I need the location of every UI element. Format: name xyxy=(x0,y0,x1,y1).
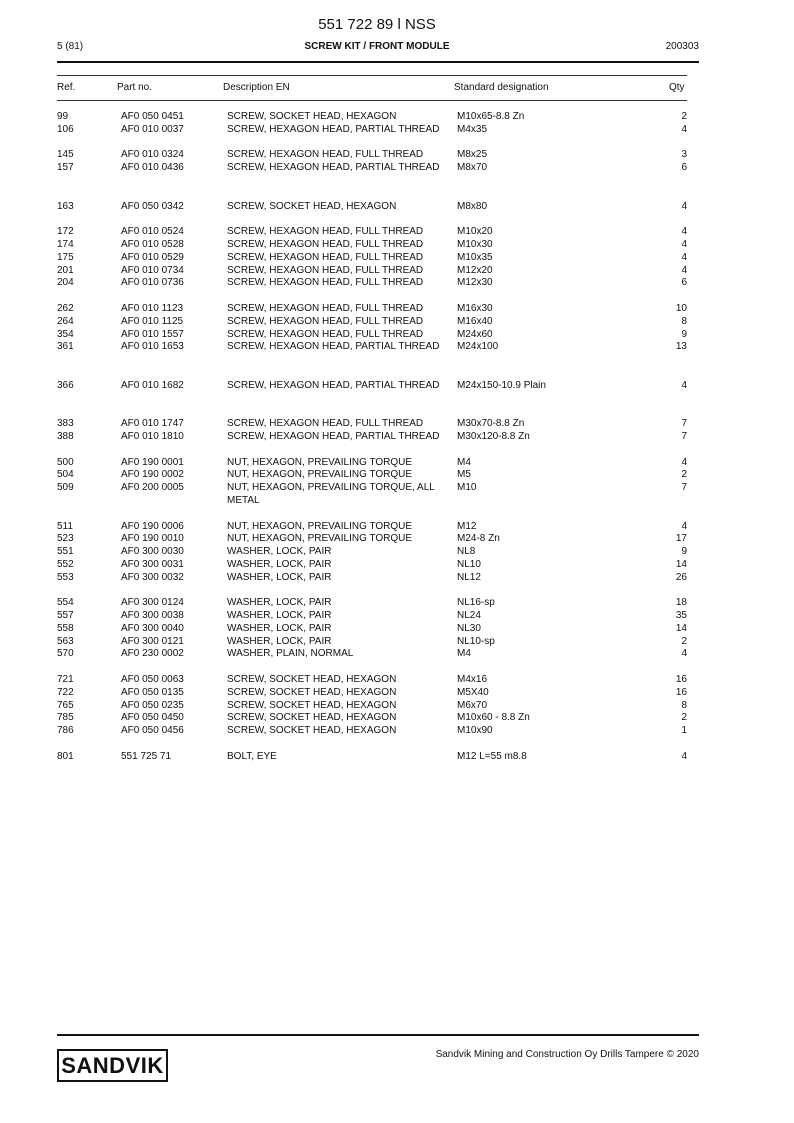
standard-designation-cell: M30x120-8.8 Zn xyxy=(457,430,530,442)
description-cell: SCREW, HEXAGON HEAD, PARTIAL THREAD xyxy=(227,341,440,353)
quantity-cell: 18 xyxy=(675,597,687,609)
ref-cell: 557 xyxy=(57,610,74,622)
table-row xyxy=(57,201,697,214)
table-row xyxy=(57,162,697,188)
ref-cell: 388 xyxy=(57,430,74,442)
description-cell: WASHER, PLAIN, NORMAL xyxy=(227,648,354,660)
ref-cell: 785 xyxy=(57,712,74,724)
part-number-cell: AF0 200 0005 xyxy=(121,482,184,494)
ref-cell: 504 xyxy=(57,469,74,481)
description-cell: SCREW, HEXAGON HEAD, PARTIAL THREAD xyxy=(227,162,440,174)
quantity-cell: 1 xyxy=(681,725,687,737)
ref-cell: 262 xyxy=(57,302,74,314)
quantity-cell: 16 xyxy=(675,686,687,698)
table-top-rule xyxy=(57,75,687,76)
ref-cell: 383 xyxy=(57,418,74,430)
ref-cell: 554 xyxy=(57,597,74,609)
description-cell: SCREW, HEXAGON HEAD, PARTIAL THREAD xyxy=(227,430,440,442)
standard-designation-cell: NL24 xyxy=(457,610,481,622)
part-number-cell: AF0 010 0324 xyxy=(121,149,184,161)
table-row xyxy=(57,572,697,585)
ref-cell: 765 xyxy=(57,699,74,711)
table-row xyxy=(57,277,697,290)
description-cell: SCREW, HEXAGON HEAD, FULL THREAD xyxy=(227,315,424,327)
ref-cell: 563 xyxy=(57,635,74,647)
quantity-cell: 7 xyxy=(681,430,687,442)
standard-designation-cell: M12 L=55 m8.8 xyxy=(457,750,527,762)
standard-designation-cell: NL12 xyxy=(457,571,481,583)
part-number-cell: AF0 010 0528 xyxy=(121,238,184,250)
ref-cell: 509 xyxy=(57,482,74,494)
ref-cell: 175 xyxy=(57,251,74,263)
description-cell: WASHER, LOCK, PAIR xyxy=(227,622,332,634)
table-row xyxy=(57,149,697,162)
table-row xyxy=(57,700,697,713)
standard-designation-cell: NL8 xyxy=(457,546,476,558)
standard-designation-cell: NL30 xyxy=(457,622,481,634)
description-cell: SCREW, SOCKET HEAD, HEXAGON xyxy=(227,674,397,686)
table-header-rule xyxy=(57,100,687,101)
standard-designation-cell: M8x70 xyxy=(457,162,488,174)
column-header-ref: Ref. xyxy=(57,82,76,93)
document-title-wrap xyxy=(57,41,699,52)
description-cell: NUT, HEXAGON, PREVAILING TORQUE xyxy=(227,520,413,532)
part-number-cell: AF0 190 0002 xyxy=(121,469,184,481)
quantity-cell: 6 xyxy=(681,277,687,289)
ref-cell: 570 xyxy=(57,648,74,660)
description-cell: WASHER, LOCK, PAIR xyxy=(227,546,332,558)
standard-designation-cell: M8x25 xyxy=(457,149,488,161)
table-row xyxy=(57,252,697,265)
table-row xyxy=(57,329,697,342)
ref-cell: 361 xyxy=(57,341,74,353)
description-cell: SCREW, HEXAGON HEAD, PARTIAL THREAD xyxy=(227,123,440,135)
document-number: 551 722 89 l NSS xyxy=(318,16,436,33)
quantity-cell: 8 xyxy=(681,699,687,711)
standard-designation-cell: M10x20 xyxy=(457,226,493,238)
quantity-cell: 9 xyxy=(681,328,687,340)
standard-designation-cell: M12x30 xyxy=(457,277,493,289)
part-number-cell: AF0 010 0736 xyxy=(121,277,184,289)
standard-designation-cell: NL10-sp xyxy=(457,635,495,647)
ref-cell: 264 xyxy=(57,315,74,327)
table-row xyxy=(57,380,697,406)
description-cell: SCREW, HEXAGON HEAD, FULL THREAD xyxy=(227,251,424,263)
description-cell: SCREW, HEXAGON HEAD, FULL THREAD xyxy=(227,149,424,161)
description-cell: SCREW, HEXAGON HEAD, FULL THREAD xyxy=(227,277,424,289)
description-cell: SCREW, HEXAGON HEAD, PARTIAL THREAD xyxy=(227,379,440,391)
quantity-cell: 9 xyxy=(681,546,687,558)
part-number-cell: AF0 190 0001 xyxy=(121,456,184,468)
ref-cell: 157 xyxy=(57,162,74,174)
quantity-cell: 14 xyxy=(675,622,687,634)
part-number-cell: AF0 010 1653 xyxy=(121,341,184,353)
quantity-cell: 4 xyxy=(681,264,687,276)
table-row xyxy=(57,303,697,316)
quantity-cell: 6 xyxy=(681,162,687,174)
description-cell: WASHER, LOCK, PAIR xyxy=(227,635,332,647)
standard-designation-cell: M10x30 xyxy=(457,238,493,250)
description-cell: WASHER, LOCK, PAIR xyxy=(227,597,332,609)
ref-cell: 174 xyxy=(57,238,74,250)
sandvik-logo xyxy=(57,1049,168,1082)
column-header-standard: Standard designation xyxy=(454,82,549,93)
ref-cell: 722 xyxy=(57,686,74,698)
quantity-cell: 2 xyxy=(681,712,687,724)
part-number-cell: AF0 010 0734 xyxy=(121,264,184,276)
table-row xyxy=(57,597,697,610)
ref-cell: 552 xyxy=(57,558,74,570)
table-row xyxy=(57,623,697,636)
quantity-cell: 7 xyxy=(681,482,687,494)
table-row xyxy=(57,712,697,725)
quantity-cell: 4 xyxy=(681,520,687,532)
page-header xyxy=(57,41,699,55)
standard-designation-cell: M8x80 xyxy=(457,200,488,212)
table-row xyxy=(57,239,697,252)
document-title: SCREW KIT / FRONT MODULE xyxy=(304,41,450,52)
part-number-cell: AF0 050 0135 xyxy=(121,686,184,698)
table-row xyxy=(57,674,697,687)
ref-cell: 163 xyxy=(57,200,74,212)
part-number-cell: AF0 010 1810 xyxy=(121,430,184,442)
quantity-cell: 10 xyxy=(675,302,687,314)
quantity-cell: 4 xyxy=(681,456,687,468)
description-cell: SCREW, HEXAGON HEAD, FULL THREAD xyxy=(227,238,424,250)
description-cell: SCREW, HEXAGON HEAD, FULL THREAD xyxy=(227,302,424,314)
ref-cell: 500 xyxy=(57,456,74,468)
table-row xyxy=(57,124,697,150)
quantity-cell: 4 xyxy=(681,123,687,135)
document-date: 200303 xyxy=(665,41,699,52)
table-row xyxy=(57,546,697,559)
ref-cell: 551 xyxy=(57,546,74,558)
ref-cell: 801 xyxy=(57,750,74,762)
part-number-cell: AF0 300 0124 xyxy=(121,597,184,609)
ref-cell: 172 xyxy=(57,226,74,238)
standard-designation-cell: M4 xyxy=(457,456,471,468)
description-cell: SCREW, HEXAGON HEAD, FULL THREAD xyxy=(227,226,424,238)
ref-cell: 786 xyxy=(57,725,74,737)
quantity-cell: 4 xyxy=(681,251,687,263)
footer-copyright: Sandvik Mining and Construction Oy Drills Tampere © 2020 xyxy=(435,1049,699,1060)
ref-cell: 553 xyxy=(57,571,74,583)
part-number-cell: AF0 190 0006 xyxy=(121,520,184,532)
standard-designation-cell: M12x20 xyxy=(457,264,493,276)
standard-designation-cell: M24x60 xyxy=(457,328,493,340)
standard-designation-cell: M4x35 xyxy=(457,123,488,135)
description-cell: NUT, HEXAGON, PREVAILING TORQUE xyxy=(227,533,413,545)
part-number-cell: AF0 300 0032 xyxy=(121,571,184,583)
standard-designation-cell: M5X40 xyxy=(457,686,489,698)
part-number-cell: AF0 010 0037 xyxy=(121,123,184,135)
part-number-cell: AF0 010 0529 xyxy=(121,251,184,263)
standard-designation-cell: M24-8 Zn xyxy=(457,533,500,545)
table-row xyxy=(57,316,697,329)
page-number: 5 (81) xyxy=(57,41,84,52)
standard-designation-cell: NL10 xyxy=(457,558,481,570)
part-number-cell: 551 725 71 xyxy=(121,750,172,762)
description-cell: WASHER, LOCK, PAIR xyxy=(227,571,332,583)
standard-designation-cell: M4 xyxy=(457,648,471,660)
quantity-cell: 16 xyxy=(675,674,687,686)
table-row xyxy=(57,725,697,738)
table-row xyxy=(57,648,697,661)
quantity-cell: 13 xyxy=(675,341,687,353)
table-row xyxy=(57,482,697,508)
part-number-cell: AF0 010 0436 xyxy=(121,162,184,174)
table-row xyxy=(57,341,697,367)
ref-cell: 204 xyxy=(57,277,74,289)
part-number-cell: AF0 300 0031 xyxy=(121,558,184,570)
standard-designation-cell: M12 xyxy=(457,520,477,532)
part-number-cell: AF0 300 0030 xyxy=(121,546,184,558)
table-row xyxy=(57,610,697,623)
ref-cell: 558 xyxy=(57,622,74,634)
ref-cell: 354 xyxy=(57,328,74,340)
quantity-cell: 8 xyxy=(681,315,687,327)
quantity-cell: 35 xyxy=(675,610,687,622)
quantity-cell: 26 xyxy=(675,571,687,583)
description-cell: SCREW, SOCKET HEAD, HEXAGON xyxy=(227,686,397,698)
description-cell: SCREW, HEXAGON HEAD, FULL THREAD xyxy=(227,418,424,430)
ref-cell: 106 xyxy=(57,123,74,135)
logo-text: SANDVIK xyxy=(61,1052,164,1078)
quantity-cell: 4 xyxy=(681,226,687,238)
standard-designation-cell: M10 xyxy=(457,482,477,494)
ref-cell: 145 xyxy=(57,149,74,161)
description-cell: WASHER, LOCK, PAIR xyxy=(227,610,332,622)
description-cell: NUT, HEXAGON, PREVAILING TORQUE xyxy=(227,456,413,468)
quantity-cell: 4 xyxy=(681,238,687,250)
part-number-cell: AF0 300 0121 xyxy=(121,635,184,647)
standard-designation-cell: M24x150-10.9 Plain xyxy=(457,379,546,391)
part-number-cell: AF0 300 0040 xyxy=(121,622,184,634)
part-number-cell: AF0 230 0002 xyxy=(121,648,184,660)
description-cell: SCREW, SOCKET HEAD, HEXAGON xyxy=(227,200,397,212)
header-divider xyxy=(57,61,699,63)
description-cell: SCREW, SOCKET HEAD, HEXAGON xyxy=(227,111,397,122)
quantity-cell: 2 xyxy=(681,469,687,481)
table-row xyxy=(57,265,697,278)
standard-designation-cell: M10x65-8.8 Zn xyxy=(457,111,525,122)
ref-cell: 721 xyxy=(57,674,74,686)
standard-designation-cell: M10x60 - 8.8 Zn xyxy=(457,712,530,724)
description-cell: SCREW, SOCKET HEAD, HEXAGON xyxy=(227,712,397,724)
description-cell: SCREW, HEXAGON HEAD, FULL THREAD xyxy=(227,328,424,340)
part-number-cell: AF0 010 0524 xyxy=(121,226,184,238)
ref-cell: 99 xyxy=(57,111,69,122)
description-cell: SCREW, HEXAGON HEAD, FULL THREAD xyxy=(227,264,424,276)
quantity-cell: 17 xyxy=(675,533,687,545)
part-number-cell: AF0 010 1125 xyxy=(121,315,184,327)
column-header-part: Part no. xyxy=(117,82,153,93)
standard-designation-cell: M6x70 xyxy=(457,699,488,711)
description-cell: BOLT, EYE xyxy=(227,750,277,762)
table-row xyxy=(57,521,697,534)
quantity-cell: 4 xyxy=(681,200,687,212)
ref-cell: 201 xyxy=(57,264,74,276)
standard-designation-cell: M10x90 xyxy=(457,725,493,737)
description-cell: NUT, HEXAGON, PREVAILING TORQUE, ALL METAL xyxy=(227,482,435,506)
part-number-cell: AF0 010 1747 xyxy=(121,418,184,430)
quantity-cell: 7 xyxy=(681,418,687,430)
standard-designation-cell: M24x100 xyxy=(457,341,499,353)
part-number-cell: AF0 010 1557 xyxy=(121,328,184,340)
quantity-cell: 4 xyxy=(681,750,687,762)
column-header-qty: Qty xyxy=(669,82,685,93)
table-row xyxy=(57,687,697,700)
part-number-cell: AF0 050 0451 xyxy=(121,111,184,122)
ref-cell: 511 xyxy=(57,520,73,532)
part-number-cell: AF0 050 0235 xyxy=(121,699,184,711)
table-row xyxy=(57,111,697,124)
part-number-cell: AF0 190 0010 xyxy=(121,533,184,545)
part-number-cell: AF0 010 1123 xyxy=(121,302,184,314)
standard-designation-cell: M16x30 xyxy=(457,302,493,314)
standard-designation-cell: M16x40 xyxy=(457,315,493,327)
quantity-cell: 2 xyxy=(681,635,687,647)
standard-designation-cell: M5 xyxy=(457,469,471,481)
table-row xyxy=(57,469,697,482)
quantity-cell: 4 xyxy=(681,648,687,660)
quantity-cell: 14 xyxy=(675,558,687,570)
table-row xyxy=(57,636,697,649)
part-number-cell: AF0 050 0342 xyxy=(121,200,184,212)
table-row xyxy=(57,431,697,457)
table-row xyxy=(57,533,697,546)
standard-designation-cell: NL16-sp xyxy=(457,597,495,609)
quantity-cell: 3 xyxy=(681,149,687,161)
quantity-cell: 2 xyxy=(681,111,687,122)
column-header-description: Description EN xyxy=(223,82,290,93)
standard-designation-cell: M4x16 xyxy=(457,674,488,686)
description-cell: SCREW, SOCKET HEAD, HEXAGON xyxy=(227,725,397,737)
ref-cell: 366 xyxy=(57,379,74,391)
part-number-cell: AF0 050 0063 xyxy=(121,674,184,686)
parts-table xyxy=(57,111,697,764)
part-number-cell: AF0 010 1682 xyxy=(121,379,184,391)
part-number-cell: AF0 300 0038 xyxy=(121,610,184,622)
standard-designation-cell: M10x35 xyxy=(457,251,493,263)
description-cell: NUT, HEXAGON, PREVAILING TORQUE xyxy=(227,469,413,481)
description-cell: SCREW, SOCKET HEAD, HEXAGON xyxy=(227,699,397,711)
table-row xyxy=(57,226,697,239)
ref-cell: 523 xyxy=(57,533,74,545)
part-number-cell: AF0 050 0450 xyxy=(121,712,184,724)
table-row xyxy=(57,751,697,764)
footer-divider xyxy=(57,1034,699,1036)
quantity-cell: 4 xyxy=(681,379,687,391)
standard-designation-cell: M30x70-8.8 Zn xyxy=(457,418,525,430)
description-cell: WASHER, LOCK, PAIR xyxy=(227,558,332,570)
table-row xyxy=(57,418,697,431)
part-number-cell: AF0 050 0456 xyxy=(121,725,184,737)
table-row xyxy=(57,457,697,470)
table-row xyxy=(57,559,697,572)
